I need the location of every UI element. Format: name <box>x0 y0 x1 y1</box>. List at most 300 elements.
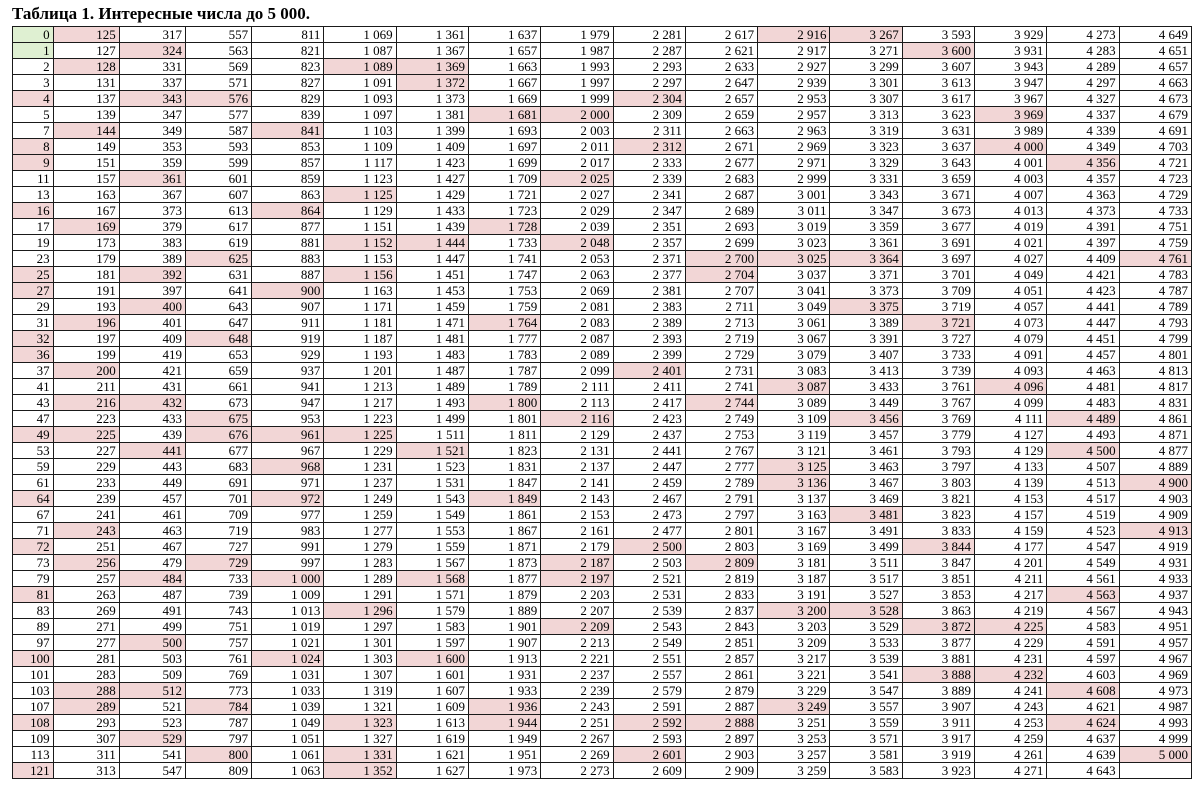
table-row <box>13 203 1192 219</box>
table-cell: 1 444 <box>396 235 468 251</box>
table-cell: 191 <box>53 283 119 299</box>
table-cell: 3 001 <box>758 187 830 203</box>
table-cell: 3 600 <box>902 43 974 59</box>
table-cell: 4 937 <box>1119 587 1191 603</box>
table-cell: 392 <box>119 267 185 283</box>
table-cell: 4 297 <box>1047 75 1119 91</box>
table-cell: 2 927 <box>758 59 830 75</box>
table-cell: 2 659 <box>685 107 757 123</box>
table-cell: 4 547 <box>1047 539 1119 555</box>
table-cell: 653 <box>185 347 251 363</box>
table-cell: 2 549 <box>613 635 685 651</box>
table-cell: 491 <box>119 603 185 619</box>
table-cell: 1 657 <box>468 43 540 59</box>
table-cell: 2 744 <box>685 395 757 411</box>
table-cell: 3 187 <box>758 571 830 587</box>
table-cell: 4 000 <box>975 139 1047 155</box>
table-cell: 2 339 <box>613 171 685 187</box>
table-cell: 3 364 <box>830 251 902 267</box>
table-cell: 4 789 <box>1119 299 1191 315</box>
table-cell: 4 232 <box>975 667 1047 683</box>
table-cell: 2 663 <box>685 123 757 139</box>
table-cell: 367 <box>119 187 185 203</box>
table-cell: 3 371 <box>830 267 902 283</box>
table-cell: 3 701 <box>902 267 974 283</box>
table-cell: 4 813 <box>1119 363 1191 379</box>
table-cell: 2 411 <box>613 379 685 395</box>
table-cell: 353 <box>119 139 185 155</box>
table-cell: 1 163 <box>324 283 396 299</box>
table-cell: 729 <box>185 555 251 571</box>
table-cell: 1 531 <box>396 475 468 491</box>
table-cell: 3 125 <box>758 459 830 475</box>
table-cell: 2 633 <box>685 59 757 75</box>
table-cell: 4 423 <box>1047 283 1119 299</box>
table-cell: 1 889 <box>468 603 540 619</box>
table-cell: 2 029 <box>541 203 613 219</box>
table-row <box>13 715 1192 731</box>
table-cell: 2 203 <box>541 587 613 603</box>
table-cell: 991 <box>252 539 324 555</box>
table-row <box>13 571 1192 587</box>
table-row <box>13 619 1192 635</box>
table-cell: 1 217 <box>324 395 396 411</box>
table-cell: 3 844 <box>902 539 974 555</box>
table-cell: 4 649 <box>1119 27 1191 43</box>
table-cell: 3 413 <box>830 363 902 379</box>
table-cell: 3 373 <box>830 283 902 299</box>
table-cell: 1 601 <box>396 667 468 683</box>
table-cell: 643 <box>185 299 251 315</box>
table-cell: 1 567 <box>396 555 468 571</box>
table-cell: 3 593 <box>902 27 974 43</box>
table-cell: 593 <box>185 139 251 155</box>
table-cell: 1 873 <box>468 555 540 571</box>
table-cell: 3 739 <box>902 363 974 379</box>
table-cell: 2 347 <box>613 203 685 219</box>
table-cell: 3 307 <box>830 91 902 107</box>
table-cell: 1 483 <box>396 347 468 363</box>
table-cell: 3 923 <box>902 763 974 779</box>
table-cell: 4 909 <box>1119 507 1191 523</box>
table-cell: 3 301 <box>830 75 902 91</box>
table-cell: 577 <box>185 107 251 123</box>
table-cell: 619 <box>185 235 251 251</box>
table-cell: 4 943 <box>1119 603 1191 619</box>
table-cell: 343 <box>119 91 185 107</box>
table-cell: 529 <box>119 731 185 747</box>
table-cell: 1 289 <box>324 571 396 587</box>
table-cell: 3 163 <box>758 507 830 523</box>
table-cell: 401 <box>119 315 185 331</box>
table-row <box>13 427 1192 443</box>
table-cell: 3 793 <box>902 443 974 459</box>
table-cell: 676 <box>185 427 251 443</box>
table-cell: 3 331 <box>830 171 902 187</box>
table-cell: 1 181 <box>324 315 396 331</box>
table-cell: 1 372 <box>396 75 468 91</box>
table-cell: 1 381 <box>396 107 468 123</box>
table-cell: 4 817 <box>1119 379 1191 395</box>
table-cell: 4 751 <box>1119 219 1191 235</box>
table-cell: 3 889 <box>902 683 974 699</box>
table-cell: 1 699 <box>468 155 540 171</box>
table-cell: 4 409 <box>1047 251 1119 267</box>
table-cell: 769 <box>185 667 251 683</box>
table-cell: 25 <box>13 267 54 283</box>
table-cell: 563 <box>185 43 251 59</box>
table-cell: 784 <box>185 699 251 715</box>
table-cell: 3 529 <box>830 619 902 635</box>
table-cell: 3 200 <box>758 603 830 619</box>
table-cell: 4 <box>13 91 54 107</box>
table-cell: 521 <box>119 699 185 715</box>
table-cell: 2 237 <box>541 667 613 683</box>
table-cell: 2 333 <box>613 155 685 171</box>
table-cell: 3 967 <box>975 91 1047 107</box>
table-cell: 673 <box>185 395 251 411</box>
table-cell: 361 <box>119 171 185 187</box>
table-cell: 128 <box>53 59 119 75</box>
table-cell: 599 <box>185 155 251 171</box>
table-row <box>13 187 1192 203</box>
table-cell: 1 301 <box>324 635 396 651</box>
table-cell: 719 <box>185 523 251 539</box>
table-cell: 1 323 <box>324 715 396 731</box>
table-cell: 3 877 <box>902 635 974 651</box>
table-cell: 443 <box>119 459 185 475</box>
table-cell: 4 099 <box>975 395 1047 411</box>
table-cell: 331 <box>119 59 185 75</box>
table-cell: 4 993 <box>1119 715 1191 731</box>
table-cell: 1 109 <box>324 139 396 155</box>
table-cell: 243 <box>53 523 119 539</box>
table-cell: 1 811 <box>468 427 540 443</box>
table-cell: 3 407 <box>830 347 902 363</box>
table-cell: 761 <box>185 651 251 667</box>
table-cell: 1 847 <box>468 475 540 491</box>
table-cell: 2 273 <box>541 763 613 779</box>
table-cell: 2 579 <box>613 683 685 699</box>
table-cell: 379 <box>119 219 185 235</box>
table-cell: 337 <box>119 75 185 91</box>
table-cell: 1 152 <box>324 235 396 251</box>
table-cell: 1 352 <box>324 763 396 779</box>
table-cell: 1 259 <box>324 507 396 523</box>
table-cell: 4 597 <box>1047 651 1119 667</box>
table-cell: 2 843 <box>685 619 757 635</box>
table-cell: 863 <box>252 187 324 203</box>
table-cell: 4 421 <box>1047 267 1119 283</box>
table-cell: 900 <box>252 283 324 299</box>
table-cell: 2 609 <box>613 763 685 779</box>
table-cell: 4 951 <box>1119 619 1191 635</box>
table-row <box>13 331 1192 347</box>
table-cell: 683 <box>185 459 251 475</box>
table-cell: 3 571 <box>830 731 902 747</box>
table-cell: 1 049 <box>252 715 324 731</box>
table-cell: 3 313 <box>830 107 902 123</box>
table-cell: 3 361 <box>830 235 902 251</box>
table-cell: 3 323 <box>830 139 902 155</box>
table-cell: 647 <box>185 315 251 331</box>
table-cell: 2 099 <box>541 363 613 379</box>
table-cell: 1 303 <box>324 651 396 667</box>
table-cell: 2 683 <box>685 171 757 187</box>
table-cell: 3 803 <box>902 475 974 491</box>
table-cell: 1 307 <box>324 667 396 683</box>
table-cell: 1 297 <box>324 619 396 635</box>
table-cell: 1 291 <box>324 587 396 603</box>
table-cell: 797 <box>185 731 251 747</box>
table-cell: 225 <box>53 427 119 443</box>
table-cell: 829 <box>252 91 324 107</box>
table-cell: 4 500 <box>1047 443 1119 459</box>
table-cell: 283 <box>53 667 119 683</box>
table-cell: 3 491 <box>830 523 902 539</box>
table-cell: 108 <box>13 715 54 731</box>
table-cell: 607 <box>185 187 251 203</box>
table-cell: 3 888 <box>902 667 974 683</box>
table-cell: 419 <box>119 347 185 363</box>
table-cell: 5 <box>13 107 54 123</box>
table-cell: 2 011 <box>541 139 613 155</box>
table-cell: 36 <box>13 347 54 363</box>
table-cell: 3 853 <box>902 587 974 603</box>
table-cell: 883 <box>252 251 324 267</box>
table-row <box>13 699 1192 715</box>
table-cell: 4 733 <box>1119 203 1191 219</box>
table-cell: 72 <box>13 539 54 555</box>
table-cell: 3 511 <box>830 555 902 571</box>
table-cell: 107 <box>13 699 54 715</box>
table-cell: 859 <box>252 171 324 187</box>
table-cell: 4 793 <box>1119 315 1191 331</box>
table-cell: 3 329 <box>830 155 902 171</box>
table-cell: 4 637 <box>1047 731 1119 747</box>
table-cell: 2 777 <box>685 459 757 475</box>
table-cell: 3 109 <box>758 411 830 427</box>
table-cell: 3 559 <box>830 715 902 731</box>
table-cell: 181 <box>53 267 119 283</box>
table-cell: 1 733 <box>468 235 540 251</box>
table-cell: 1 933 <box>468 683 540 699</box>
table-cell: 109 <box>13 731 54 747</box>
table-cell: 431 <box>119 379 185 395</box>
table-cell: 1 613 <box>396 715 468 731</box>
table-cell: 67 <box>13 507 54 523</box>
table-cell: 1 481 <box>396 331 468 347</box>
table-cell: 347 <box>119 107 185 123</box>
table-cell: 2 467 <box>613 491 685 507</box>
table-cell: 1 583 <box>396 619 468 635</box>
table-cell: 4 337 <box>1047 107 1119 123</box>
table-cell: 4 679 <box>1119 107 1191 123</box>
table-cell: 4 157 <box>975 507 1047 523</box>
table-row <box>13 635 1192 651</box>
table-cell: 1 103 <box>324 123 396 139</box>
table-cell: 4 889 <box>1119 459 1191 475</box>
table-cell: 37 <box>13 363 54 379</box>
table-cell: 2 557 <box>613 667 685 683</box>
table-cell: 1 987 <box>541 43 613 59</box>
table-cell: 239 <box>53 491 119 507</box>
table-cell: 1 663 <box>468 59 540 75</box>
table-cell: 961 <box>252 427 324 443</box>
table-cell: 293 <box>53 715 119 731</box>
table-cell: 641 <box>185 283 251 299</box>
table-cell: 787 <box>185 715 251 731</box>
table-cell: 3 079 <box>758 347 830 363</box>
table-cell: 1 024 <box>252 651 324 667</box>
table-cell: 3 969 <box>975 107 1047 123</box>
table-cell: 1 459 <box>396 299 468 315</box>
table-cell: 1 187 <box>324 331 396 347</box>
table-cell: 1 597 <box>396 635 468 651</box>
table-cell: 2 141 <box>541 475 613 491</box>
table-cell: 1 051 <box>252 731 324 747</box>
table-cell: 3 847 <box>902 555 974 571</box>
table-cell: 4 913 <box>1119 523 1191 539</box>
table-row <box>13 651 1192 667</box>
table-cell: 2 797 <box>685 507 757 523</box>
table-cell: 2 819 <box>685 571 757 587</box>
table-cell: 4 987 <box>1119 699 1191 715</box>
table-cell: 193 <box>53 299 119 315</box>
table-cell: 1 607 <box>396 683 468 699</box>
table-cell: 3 267 <box>830 27 902 43</box>
table-cell: 11 <box>13 171 54 187</box>
table-cell: 4 289 <box>1047 59 1119 75</box>
table-cell: 1 669 <box>468 91 540 107</box>
table-cell: 953 <box>252 411 324 427</box>
table-cell: 2 837 <box>685 603 757 619</box>
table-cell: 3 083 <box>758 363 830 379</box>
table-cell: 127 <box>53 43 119 59</box>
table-cell: 4 073 <box>975 315 1047 331</box>
table-cell: 313 <box>53 763 119 779</box>
table-cell: 3 539 <box>830 651 902 667</box>
table-cell: 499 <box>119 619 185 635</box>
table-cell: 601 <box>185 171 251 187</box>
table-cell: 29 <box>13 299 54 315</box>
table-cell: 1 553 <box>396 523 468 539</box>
table-cell: 397 <box>119 283 185 299</box>
table-cell: 1 296 <box>324 603 396 619</box>
table-cell: 2 543 <box>613 619 685 635</box>
table-cell: 223 <box>53 411 119 427</box>
table-cell: 3 259 <box>758 763 830 779</box>
table-cell: 1 543 <box>396 491 468 507</box>
table-cell: 2 803 <box>685 539 757 555</box>
table-cell: 4 261 <box>975 747 1047 763</box>
table-cell: 317 <box>119 27 185 43</box>
table-cell: 4 231 <box>975 651 1047 667</box>
table-cell: 1 867 <box>468 523 540 539</box>
table-cell: 2 048 <box>541 235 613 251</box>
table-cell: 2 089 <box>541 347 613 363</box>
table-cell: 1 283 <box>324 555 396 571</box>
table-cell: 1 171 <box>324 299 396 315</box>
table-cell: 1 451 <box>396 267 468 283</box>
table-cell: 2 700 <box>685 251 757 267</box>
table-cell: 2 647 <box>685 75 757 91</box>
table-cell: 233 <box>53 475 119 491</box>
table-cell: 509 <box>119 667 185 683</box>
table-cell: 4 127 <box>975 427 1047 443</box>
table-cell: 101 <box>13 667 54 683</box>
table-cell: 1 637 <box>468 27 540 43</box>
table-cell: 4 357 <box>1047 171 1119 187</box>
table-cell: 389 <box>119 251 185 267</box>
table-cell: 1 549 <box>396 507 468 523</box>
table-cell: 977 <box>252 507 324 523</box>
table-cell: 2 789 <box>685 475 757 491</box>
table-row <box>13 347 1192 363</box>
table-cell: 3 221 <box>758 667 830 683</box>
table-cell: 4 096 <box>975 379 1047 395</box>
table-cell: 3 917 <box>902 731 974 747</box>
table-cell: 1 321 <box>324 699 396 715</box>
table-cell: 4 079 <box>975 331 1047 347</box>
table-cell: 1 609 <box>396 699 468 715</box>
table-cell: 4 561 <box>1047 571 1119 587</box>
table-cell: 1 033 <box>252 683 324 699</box>
table-cell: 4 967 <box>1119 651 1191 667</box>
table-row <box>13 251 1192 267</box>
table-cell: 971 <box>252 475 324 491</box>
table-cell: 2 069 <box>541 283 613 299</box>
table-cell: 3 037 <box>758 267 830 283</box>
table-cell: 1 931 <box>468 667 540 683</box>
table-cell: 541 <box>119 747 185 763</box>
table-cell: 1 125 <box>324 187 396 203</box>
table-cell: 625 <box>185 251 251 267</box>
table-cell: 809 <box>185 763 251 779</box>
table-cell: 4 363 <box>1047 187 1119 203</box>
table-cell: 3 041 <box>758 283 830 299</box>
table-cell: 1 447 <box>396 251 468 267</box>
table-cell: 2 027 <box>541 187 613 203</box>
table-cell: 4 457 <box>1047 347 1119 363</box>
table-row <box>13 603 1192 619</box>
table-cell: 4 933 <box>1119 571 1191 587</box>
table-cell: 911 <box>252 315 324 331</box>
table-cell: 739 <box>185 587 251 603</box>
table-cell: 216 <box>53 395 119 411</box>
table-cell: 1 999 <box>541 91 613 107</box>
table-cell: 2 699 <box>685 235 757 251</box>
table-cell: 3 947 <box>975 75 1047 91</box>
table-cell: 113 <box>13 747 54 763</box>
table-cell: 4 273 <box>1047 27 1119 43</box>
table-cell: 503 <box>119 651 185 667</box>
table-cell: 3 089 <box>758 395 830 411</box>
table-cell: 359 <box>119 155 185 171</box>
table-cell: 211 <box>53 379 119 395</box>
table-cell: 3 167 <box>758 523 830 539</box>
table-cell: 256 <box>53 555 119 571</box>
table-cell: 576 <box>185 91 251 107</box>
table-cell: 3 583 <box>830 763 902 779</box>
table-cell: 4 001 <box>975 155 1047 171</box>
table-cell: 1 <box>13 43 54 59</box>
table-cell: 3 833 <box>902 523 974 539</box>
table-cell: 2 767 <box>685 443 757 459</box>
table-cell: 4 957 <box>1119 635 1191 651</box>
table-cell: 2 879 <box>685 683 757 699</box>
table-cell: 2 909 <box>685 763 757 779</box>
